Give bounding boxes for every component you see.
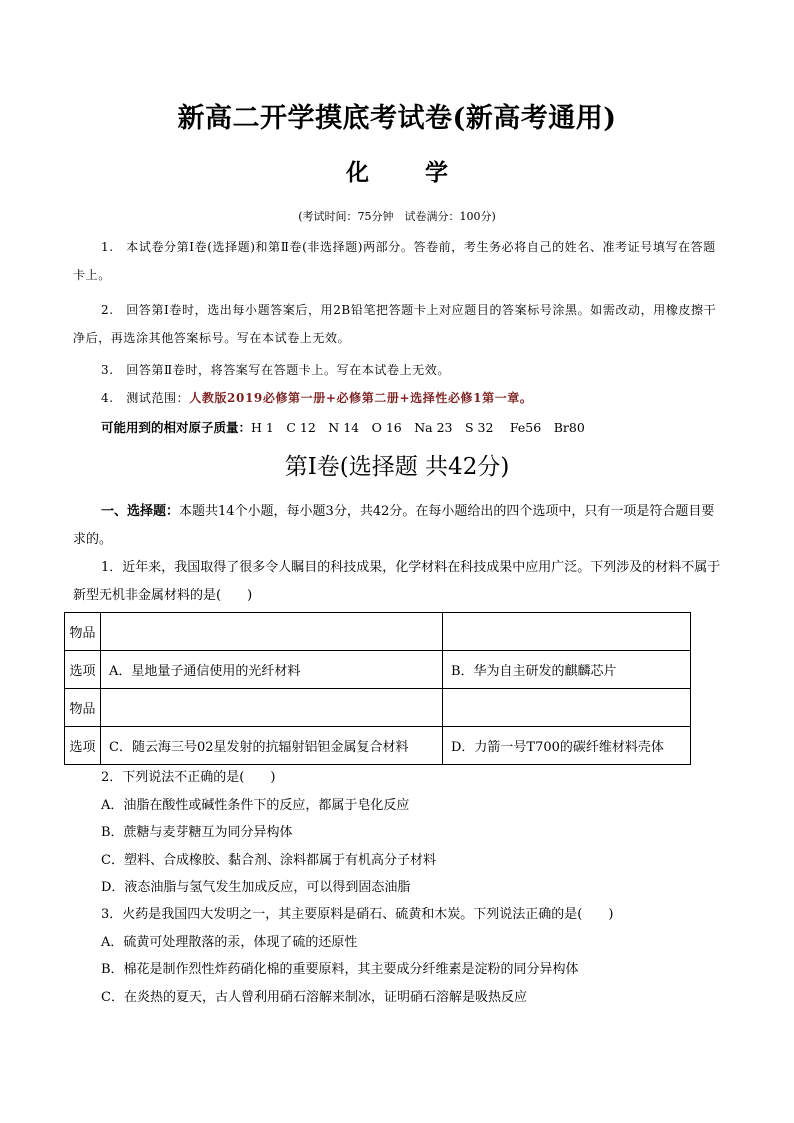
atomic-masses-label: 可能用到的相对原子质量： [101, 420, 252, 435]
table-cell [101, 613, 443, 651]
question-1-stem: 1．近年来，我国取得了很多令人瞩目的科技成果，化学材料在科技成果中应用广泛。下列涉及的材料不属于新型无机非金属材料的是( ) [73, 560, 721, 603]
exam-info: (考试时间：75分钟 试卷满分：100分) [298, 210, 496, 223]
table-row [65, 727, 691, 765]
note-2: 2. 回答第Ⅰ卷时，选出每小题答案后，用2B铅笔把答题卡上对应题目的答案标号涂黑。如需改动，用橡皮擦干净后，再选涂其他答案标号。写在本试卷上无效。 [73, 303, 717, 345]
table-cell [443, 689, 691, 727]
table-row [65, 613, 691, 651]
section-title: 第Ⅰ卷(选择题 共42分) [284, 454, 510, 480]
question-2-stem: 2．下列说法不正确的是( ) [101, 770, 276, 785]
question-2-option-a: A．油脂在酸性或碱性条件下的反应，都属于皂化反应 [101, 798, 410, 813]
section-intro [73, 498, 727, 554]
scope-prefix: 4. 测试范围： [101, 391, 190, 405]
table-cell [101, 689, 443, 727]
note-4-scope [73, 384, 723, 412]
note-3: 3. 回答第Ⅱ卷时，将答案写在答题卡上。写在本试卷上无效。 [101, 363, 451, 377]
section-intro-bold: 一、选择题： [101, 504, 180, 519]
atomic-masses-values: H 1 C 12 N 14 O 16 Na 23 S 32 Fe56 Br80 [251, 420, 585, 435]
option-b: B．华为自主研发的麒麟芯片 [443, 651, 691, 689]
question-3-option-b: B．棉花是制作烈性炸药硝化棉的重要原料，其主要成分纤维素是淀粉的同分异构体 [101, 962, 579, 977]
question-2-option-d: D．液态油脂与氢气发生加成反应，可以得到固态油脂 [101, 880, 411, 895]
atomic-masses [101, 418, 585, 436]
option-a: A．星地量子通信使用的光纤材料 [101, 651, 443, 689]
question-3-option-a: A．硫黄可处理散落的汞，体现了硫的还原性 [101, 935, 358, 950]
subject-title: 化 学 [345, 159, 472, 186]
table-row-header: 选项 [65, 727, 101, 765]
question-2-option-b: B．蔗糖与麦芽糖互为同分异构体 [101, 825, 293, 840]
table-cell [443, 613, 691, 651]
scope-highlight: 人教版2019必修第一册+必修第二册+选择性必修1第一章。 [189, 391, 533, 405]
question-2-option-c: C．塑料、合成橡胶、黏合剂、涂料都属于有机高分子材料 [101, 853, 436, 868]
page-title: 新高二开学摸底考试卷(新高考通用) [177, 103, 617, 134]
question-3-stem: 3．火药是我国四大发明之一，其主要原料是硝石、硫黄和木炭。下列说法正确的是( ) [101, 907, 614, 922]
question-3-option-c: C．在炎热的夏天，古人曾利用硝石溶解来制冰，证明硝石溶解是吸热反应 [101, 990, 527, 1005]
note-1: 1. 本试卷分第Ⅰ卷(选择题)和第Ⅱ卷(非选择题)两部分。答卷前，考生务必将自己的姓名、准考证号填写在答题卡上。 [73, 240, 716, 282]
option-d: D．力箭一号T700的碳纤维材料壳体 [443, 727, 691, 765]
table-row-header: 物品 [65, 613, 101, 651]
table-row-header: 物品 [65, 689, 101, 727]
option-c: C．随云海三号02星发射的抗辐射铝钽金属复合材料 [101, 727, 443, 765]
table-row [65, 689, 691, 727]
section-intro-text: 本题共14个小题，每小题3分，共42分。在每小题给出的四个选项中，只有一项是符合题目要求的。 [73, 504, 715, 547]
question-1-table [64, 612, 691, 765]
table-row-header: 选项 [65, 651, 101, 689]
table-row [65, 651, 691, 689]
